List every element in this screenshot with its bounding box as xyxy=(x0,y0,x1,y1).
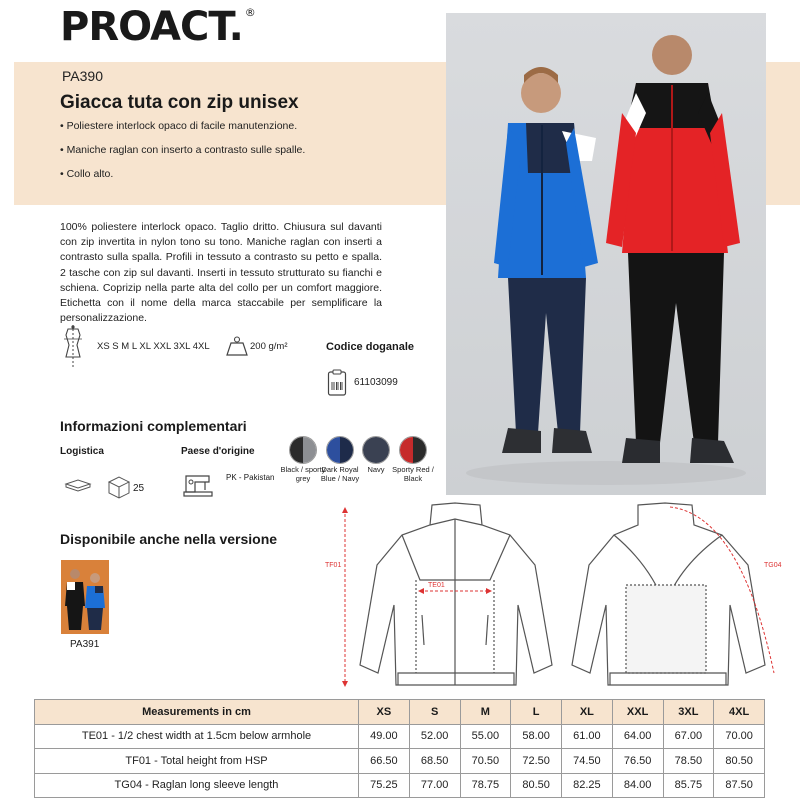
product-title: Giacca tuta con zip unisex xyxy=(60,92,299,113)
feature-item: • Poliestere interlock opaco di facile manutenzione. xyxy=(60,120,298,132)
color-label: Dark Royal Blue / Navy xyxy=(320,465,360,484)
table-cell: 66.50 xyxy=(359,749,410,774)
available-version-code: PA391 xyxy=(70,639,100,650)
table-header-cell: XL xyxy=(562,700,613,725)
table-cell: 82.25 xyxy=(562,773,613,798)
table-cell: 74.50 xyxy=(562,749,613,774)
weight-icon xyxy=(226,335,248,357)
color-swatch-red-black[interactable] xyxy=(399,436,427,464)
logistics-title: Logistica xyxy=(60,446,104,457)
available-version-title: Disponibile anche nella versione xyxy=(60,531,278,547)
table-cell: 68.50 xyxy=(409,749,460,774)
table-cell: 67.00 xyxy=(663,724,714,749)
customs-clipboard-icon xyxy=(327,369,347,397)
feature-item: • Maniche raglan con inserto a contrasto sulle spalle. xyxy=(60,144,306,156)
color-label: Black / sporty grey xyxy=(280,465,326,484)
country-of-origin-value: PK - Pakistan xyxy=(226,473,275,482)
table-cell: 49.00 xyxy=(359,724,410,749)
carton-quantity: 25 xyxy=(133,483,145,494)
table-cell: 58.00 xyxy=(511,724,562,749)
product-code: PA390 xyxy=(62,68,103,84)
product-photo xyxy=(446,13,766,495)
feature-list xyxy=(60,120,305,192)
customs-code-title: Codice doganale xyxy=(326,341,415,353)
table-cell: 52.00 xyxy=(409,724,460,749)
carton-box-icon xyxy=(106,474,132,500)
table-cell: 85.75 xyxy=(663,773,714,798)
table-row xyxy=(35,724,765,749)
table-header-cell: 3XL xyxy=(663,700,714,725)
table-header-cell: XXL xyxy=(612,700,663,725)
measurements-table xyxy=(34,699,765,798)
table-cell: 55.00 xyxy=(460,724,511,749)
table-header-cell: XS xyxy=(359,700,410,725)
table-cell: 70.50 xyxy=(460,749,511,774)
color-label: Sporty Red / Black xyxy=(392,465,434,484)
table-cell: 77.00 xyxy=(409,773,460,798)
table-header-cell: L xyxy=(511,700,562,725)
row-label: TE01 - 1/2 chest width at 1.5cm below armhole xyxy=(35,724,359,749)
sewing-machine-icon xyxy=(183,470,213,498)
polybag-icon xyxy=(64,478,92,492)
table-cell: 84.00 xyxy=(612,773,663,798)
row-label: TG04 - Raglan long sleeve length xyxy=(35,773,359,798)
tf01-label: TF01 xyxy=(325,562,342,569)
jacket-front-drawing xyxy=(360,503,552,685)
table-cell: 78.50 xyxy=(663,749,714,774)
color-swatch-royal-navy[interactable] xyxy=(326,436,354,464)
table-cell: 70.00 xyxy=(714,724,765,749)
table-cell: 78.75 xyxy=(460,773,511,798)
tg04-label: TG04 xyxy=(764,562,782,569)
color-swatch-navy[interactable] xyxy=(362,436,390,464)
table-cell: 87.50 xyxy=(714,773,765,798)
mannequin-icon xyxy=(60,323,86,369)
table-cell: 61.00 xyxy=(562,724,613,749)
table-header-row xyxy=(35,700,765,725)
table-header-cell: S xyxy=(409,700,460,725)
product-description: 100% poliestere interlock opaco. Taglio dritto. Chiusura sul davanti con zip invertita in nylon tono su tono. Maniche raglan con inserti a contrasto sulla spalla. Profili in tessuto a contrasto su petto e spalla. 2 tasche con zip sul davanti. Inserti in tessuto strutturato su fianchi e schiena. Coprizip nella parte alta del collo per un comfort maggiore. Etichetta con il nome della marca staccabile per semplificare la personalizzazione. xyxy=(60,221,382,325)
table-header-cell: 4XL xyxy=(714,700,765,725)
fabric-weight: 200 g/m² xyxy=(250,341,288,352)
proact-logo: PROACT. ® xyxy=(60,4,255,50)
table-cell: 76.50 xyxy=(612,749,663,774)
table-cell: 64.00 xyxy=(612,724,663,749)
country-of-origin-title: Paese d'origine xyxy=(181,446,255,457)
customs-code-value: 61103099 xyxy=(354,377,398,388)
row-label: TF01 - Total height from HSP xyxy=(35,749,359,774)
available-sizes: XS S M L XL XXL 3XL 4XL xyxy=(97,341,210,352)
technical-drawing xyxy=(320,495,790,695)
table-header-cell: M xyxy=(460,700,511,725)
color-label: Navy xyxy=(367,465,385,474)
color-swatch-black-grey[interactable] xyxy=(289,436,317,464)
te01-label: TE01 xyxy=(428,582,445,589)
pa391-thumbnail[interactable] xyxy=(61,560,109,634)
table-row xyxy=(35,773,765,798)
table-header-cell: Measurements in cm xyxy=(35,700,359,725)
jacket-back-drawing xyxy=(572,503,765,685)
table-row xyxy=(35,749,765,774)
table-cell: 80.50 xyxy=(714,749,765,774)
info-section-title: Informazioni complementari xyxy=(60,418,247,434)
table-cell: 72.50 xyxy=(511,749,562,774)
table-cell: 75.25 xyxy=(359,773,410,798)
table-cell: 80.50 xyxy=(511,773,562,798)
feature-item: • Collo alto. xyxy=(60,168,114,180)
